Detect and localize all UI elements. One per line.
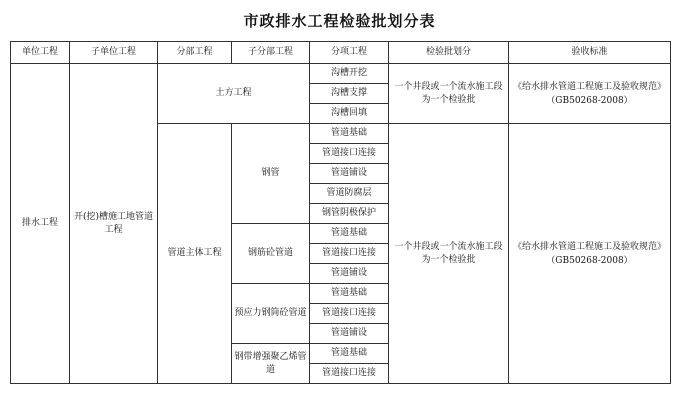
table-row: [11, 64, 671, 84]
pipe-main-batch-cell: 一个井段或一个流水施工段为一个检验批: [389, 124, 509, 384]
prestressed-pipe-cell: 预应力钢筒砼管道: [232, 284, 310, 344]
pipe-main-standard-cell: [509, 124, 671, 384]
item-cell: 管道铺设: [310, 264, 389, 284]
item-cell: 管道接口连接: [310, 144, 389, 164]
pipe-main-division-cell: 管道主体工程: [158, 124, 232, 384]
earthwork-division-cell: 土方工程: [158, 64, 310, 124]
standard-name: 《给水排水管道工程施工及验收规范》: [512, 81, 666, 92]
header-sub-division: 子分部工程: [232, 42, 310, 64]
rc-pipe-cell: 钢筋砼管道: [232, 224, 310, 284]
standard-name: 《给水排水管道工程施工及验收规范》: [512, 241, 666, 252]
earthwork-standard-cell: [509, 64, 671, 124]
inspection-batch-table: [10, 41, 671, 384]
item-cell: 沟槽回填: [310, 104, 389, 124]
item-cell: 管道铺设: [310, 324, 389, 344]
item-cell: 管道基础: [310, 224, 389, 244]
header-standard: 验收标准: [509, 42, 671, 64]
header-item: 分项工程: [310, 42, 389, 64]
standard-code: （GB50268-2008）: [546, 255, 633, 266]
header-sub-unit: 子单位工程: [70, 42, 158, 64]
pe-pipe-cell: 钢带增强聚乙烯管道: [232, 344, 310, 384]
header-division: 分部工程: [158, 42, 232, 64]
item-cell: 管道基础: [310, 344, 389, 364]
header-unit: 单位工程: [11, 42, 70, 64]
header-row: [11, 42, 671, 64]
item-cell: 管道接口连接: [310, 244, 389, 264]
item-cell: 管道基础: [310, 124, 389, 144]
earthwork-batch-cell: 一个井段或一个流水施工段为一个检验批: [389, 64, 509, 124]
item-cell: 管道接口连接: [310, 364, 389, 384]
item-cell: 管道防腐层: [310, 184, 389, 204]
sub-unit-cell: 开(挖)槽施工地管道工程: [70, 64, 158, 384]
item-cell: 钢管阴极保护: [310, 204, 389, 224]
steel-pipe-cell: 钢管: [232, 124, 310, 224]
item-cell: 管道接口连接: [310, 304, 389, 324]
header-batch: 检验批划分: [389, 42, 509, 64]
item-cell: 管道铺设: [310, 164, 389, 184]
standard-code: （GB50268-2008）: [546, 95, 633, 106]
item-cell: 沟槽开挖: [310, 64, 389, 84]
page-title: 市政排水工程检验批划分表: [243, 12, 436, 30]
item-cell: 沟槽支撑: [310, 84, 389, 104]
item-cell: 管道基础: [310, 284, 389, 304]
unit-cell: 排水工程: [11, 64, 70, 384]
